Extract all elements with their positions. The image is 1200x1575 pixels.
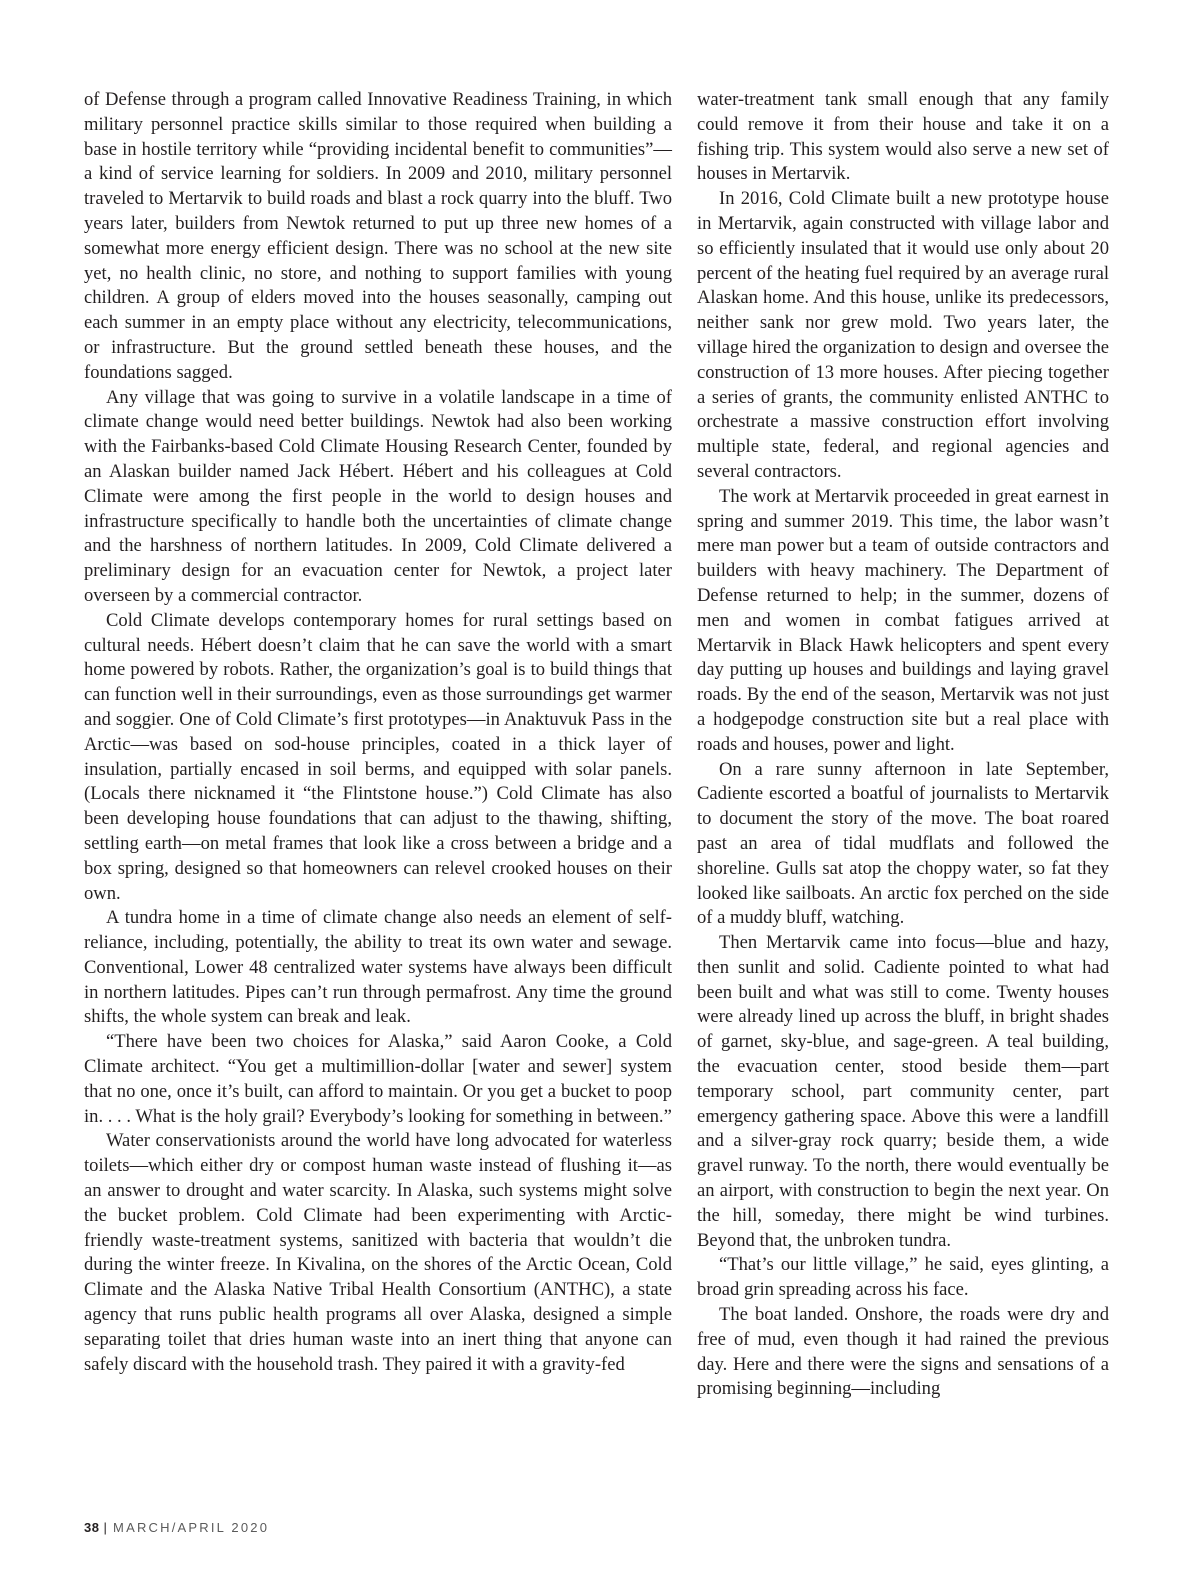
right-text-column <box>697 88 1109 1402</box>
issue-date: MARCH/APRIL 2020 <box>113 1520 270 1535</box>
paragraph: In 2016, Cold Climate built a new prototype house in Mertarvik, again constructed with village labor and so efficiently insulated that it would use only about 20 percent of the heating fuel required by an average rural Alaskan home. And this house, unlike its predecessors, neither sank nor grew mold. Two years later, the village hired the organization to design and oversee the construction of 13 more houses. After piecing together a series of grants, the community enlisted ANTHC to orchestrate a massive construction effort involving multiple state, federal, and regional agencies and several contractors. <box>697 188 1109 482</box>
paragraph: of Defense through a program called Innovative Readiness Training, in which military personnel practice skills similar to those required when building a base in hostile territory while “providing incidental benefit to communities”—a kind of service learning for soldiers. In 2009 and 2010, military personnel traveled to Mertarvik to build roads and blast a rock quarry into the bluff. Two years later, builders from Newtok returned to put up three new homes of a somewhat more energy efficient design. There was no school at the new site yet, no health clinic, no store, and nothing to support families with young children. A group of elders moved into the houses seasonally, camping out each summer in an empty place without any electricity, telecommunications, or infrastructure. But the ground settled beneath these houses, and the foundations sagged. <box>84 89 672 383</box>
page-footer <box>84 1520 269 1535</box>
paragraph: The work at Mertarvik proceeded in great earnest in spring and summer 2019. This time, the labor wasn’t mere man power but a team of outside contractors and builders with heavy machinery. The Department of Defense returned to help; in the summer, dozens of men and women in combat fatigues arrived at Mertarvik in Black Hawk helicopters and spent every day putting up houses and buildings and laying gravel roads. By the end of the season, Mertarvik was not just a hodgepodge construction site but a real place with roads and houses, power and light. <box>697 485 1109 755</box>
paragraph: On a rare sunny afternoon in late September, Cadiente escorted a boatful of journalists to Mertarvik to document the story of the move. The boat roared past an area of tidal mudflats and followed the shoreline. Gulls sat atop the choppy water, so fat they looked like sailboats. An arctic fox perched on the side of a muddy bluff, watching. <box>697 758 1109 929</box>
page-number: 38 <box>84 1520 100 1535</box>
paragraph: The boat landed. Onshore, the roads were dry and free of mud, even though it had rained the previous day. Here and there were the signs and sensations of a promising beginning—including <box>697 1304 1109 1400</box>
footer-separator: | <box>103 1520 110 1535</box>
left-text-column <box>84 88 672 1377</box>
paragraph: Any village that was going to survive in a volatile landscape in a time of climate change would need better buildings. Newtok had also been working with the Fairbanks-based Cold Climate Housing Research Center, founded by an Alaskan builder named Jack Hébert. Hébert and his colleagues at Cold Climate were among the first people in the world to design houses and infrastructure specifically to handle both the uncertainties of climate change and the harshness of northern latitudes. In 2009, Cold Climate delivered a preliminary design for an evacuation center for Newtok, a project later overseen by a commercial contractor. <box>84 386 672 606</box>
paragraph: Cold Climate develops contemporary homes for rural settings based on cultural needs. Hébert doesn’t claim that he can save the world with a smart home powered by robots. Rather, the organization’s goal is to build things that can function well in their surroundings, even as those surroundings get warmer and soggier. One of Cold Climate’s first prototypes—in Anaktuvuk Pass in the Arctic—was based on sod-house principles, coated in a thick layer of insulation, partially encased in soil berms, and equipped with solar panels. (Locals there nicknamed it “the Flintstone house.”) Cold Climate has also been developing house foundations that can adjust to the thawing, shifting, settling earth—on metal frames that look like a cross between a bridge and a box spring, designed so that homeowners can relevel crooked houses on their own. <box>84 609 672 904</box>
paragraph: water-treatment tank small enough that any family could remove it from their house and take it on a fishing trip. This system would also serve a new set of houses in Mertarvik. <box>697 89 1109 185</box>
paragraph: Then Mertarvik came into focus—blue and hazy, then sunlit and solid. Cadiente pointed to what had been built and what was still to come. Twenty houses were already lined up across the bluff, in bright shades of garnet, sky-blue, and sage-green. A teal building, the evacuation center, stood beside them—part temporary school, part community center, part emergency gathering space. Above this were a landfill and a silver-gray rock quarry; beside them, a wide gravel runway. To the north, there would eventually be an airport, with construction to begin the next year. On the hill, someday, there might be wind turbines. Beyond that, the unbroken tundra. <box>697 932 1109 1251</box>
paragraph: Water conservationists around the world have long advocated for waterless toilets—which either dry or compost human waste instead of flushing it—as an answer to drought and water scarcity. In Alaska, such systems might solve the bucket problem. Cold Climate had been experimenting with Arctic-friendly waste-treatment systems, sanitized with bacteria that wouldn’t die during the winter freeze. In Kivalina, on the shores of the Arctic Ocean, Cold Climate and the Alaska Native Tribal Health Consortium (ANTHC), a state agency that runs public health programs all over Alaska, designed a simple separating toilet that dries human waste into an inert thing that anyone can safely discard with the household trash. They paired it with a gravity-fed <box>84 1130 672 1375</box>
paragraph: “There have been two choices for Alaska,” said Aaron Cooke, a Cold Climate architect. “You get a multimillion-dollar [water and sewer] system that no one, once it’s built, can afford to maintain. Or you get a bucket to poop in. . . . What is the holy grail? Everybody’s looking for something in between.” <box>84 1031 672 1127</box>
paragraph: “That’s our little village,” he said, eyes glinting, a broad grin spreading across his face. <box>697 1254 1109 1301</box>
paragraph: A tundra home in a time of climate change also needs an element of self-reliance, including, potentially, the ability to treat its own water and sewage. Conventional, Lower 48 centralized water systems have always been difficult in northern latitudes. Pipes can’t run through permafrost. Any time the ground shifts, the whole system can break and leak. <box>84 907 672 1028</box>
